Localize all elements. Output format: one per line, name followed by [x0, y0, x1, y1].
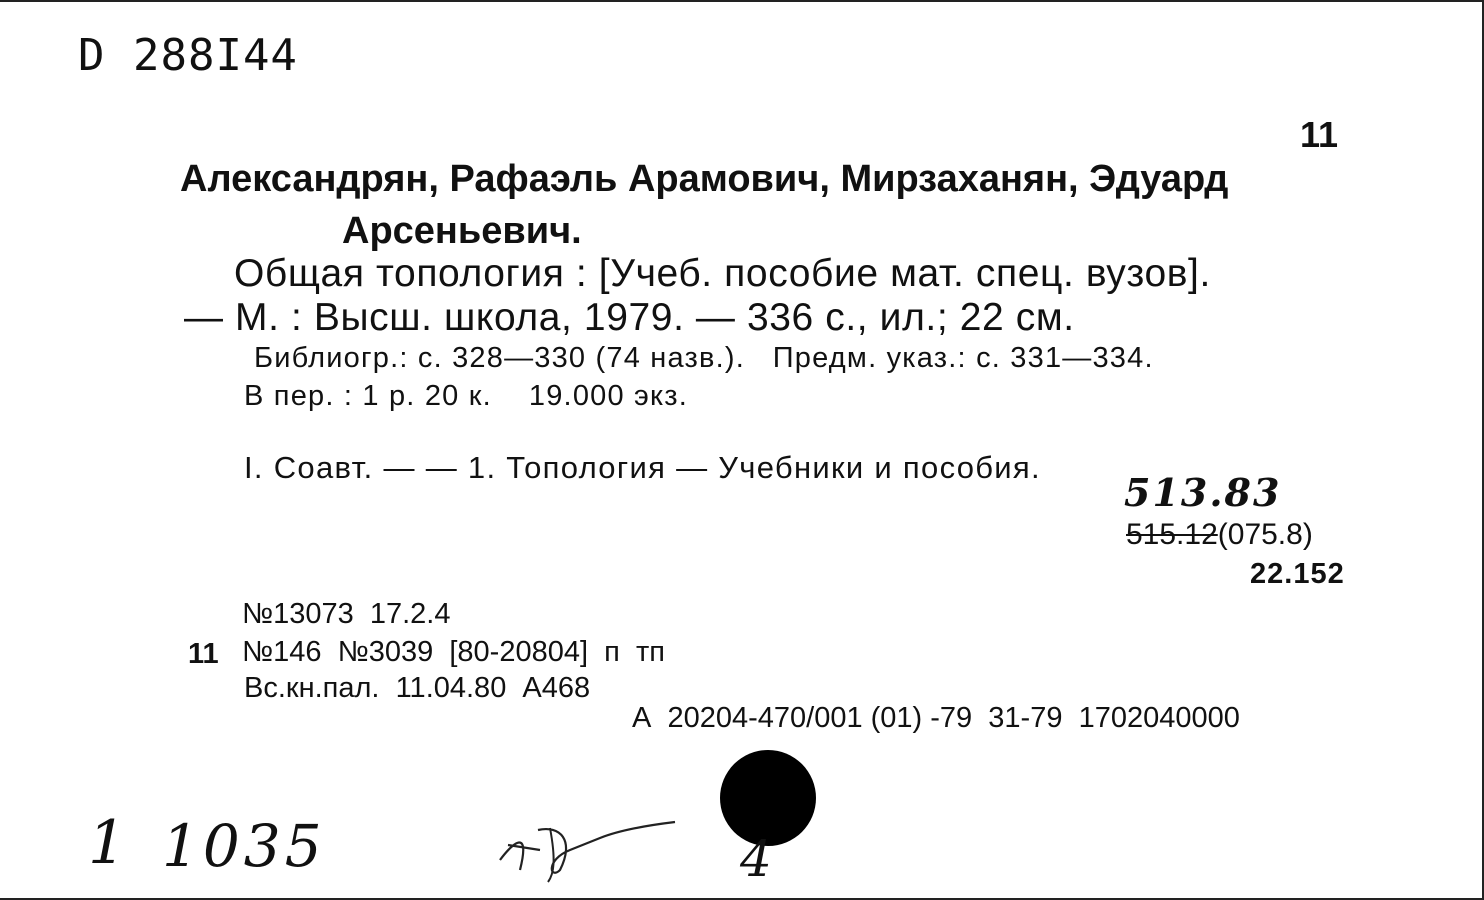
notes-line-2: В пер. : 1 р. 20 к. 19.000 экз.: [244, 380, 689, 412]
handwritten-mark: 4: [740, 830, 772, 888]
handwritten-number-1: 1: [88, 808, 127, 878]
bbk-index: 22.152: [1250, 558, 1345, 590]
tracings-line: I. Соавт. — — 1. Топология — Учебники и пособия.: [244, 450, 1041, 485]
record-line-1: №13073 17.2.4: [242, 598, 451, 630]
notes-line-1: Библиогр.: с. 328—330 (74 назв.). Предм. указ.: с. 331—334.: [254, 342, 1154, 374]
udc-handwritten: 513.83: [1124, 470, 1282, 515]
handwritten-signature: [490, 800, 680, 890]
udc-old-struck: 515.12: [1126, 518, 1218, 551]
title-line: Общая топология : [Учеб. пособие мат. спец. вузов].: [234, 252, 1211, 295]
shelf-mark: 11: [1300, 114, 1339, 155]
record-line-2: №146 №3039 [80-20804] п тп: [242, 636, 665, 668]
udc-printed: [1126, 518, 1313, 552]
authors-line-1: Александрян, Рафаэль Арамович, Мирзаханян, Эдуард: [180, 158, 1229, 200]
card-top-edge: [0, 0, 1484, 2]
handwritten-number-2: 1035: [162, 812, 326, 880]
record-line-2-prefix: 11: [188, 638, 219, 670]
code-line: А 20204-470/001 (01) -79 31-79 1702040000: [632, 702, 1240, 734]
authors-line-2: Арсеньевич.: [342, 210, 582, 252]
udc-suffix: (075.8): [1217, 518, 1313, 551]
record-line-3: Вс.кн.пал. 11.04.80 А468: [244, 672, 591, 704]
accession-number: D 288I44: [78, 30, 298, 81]
imprint-line: — М. : Высш. школа, 1979. — 336 с., ил.; 22 см.: [184, 296, 1075, 339]
